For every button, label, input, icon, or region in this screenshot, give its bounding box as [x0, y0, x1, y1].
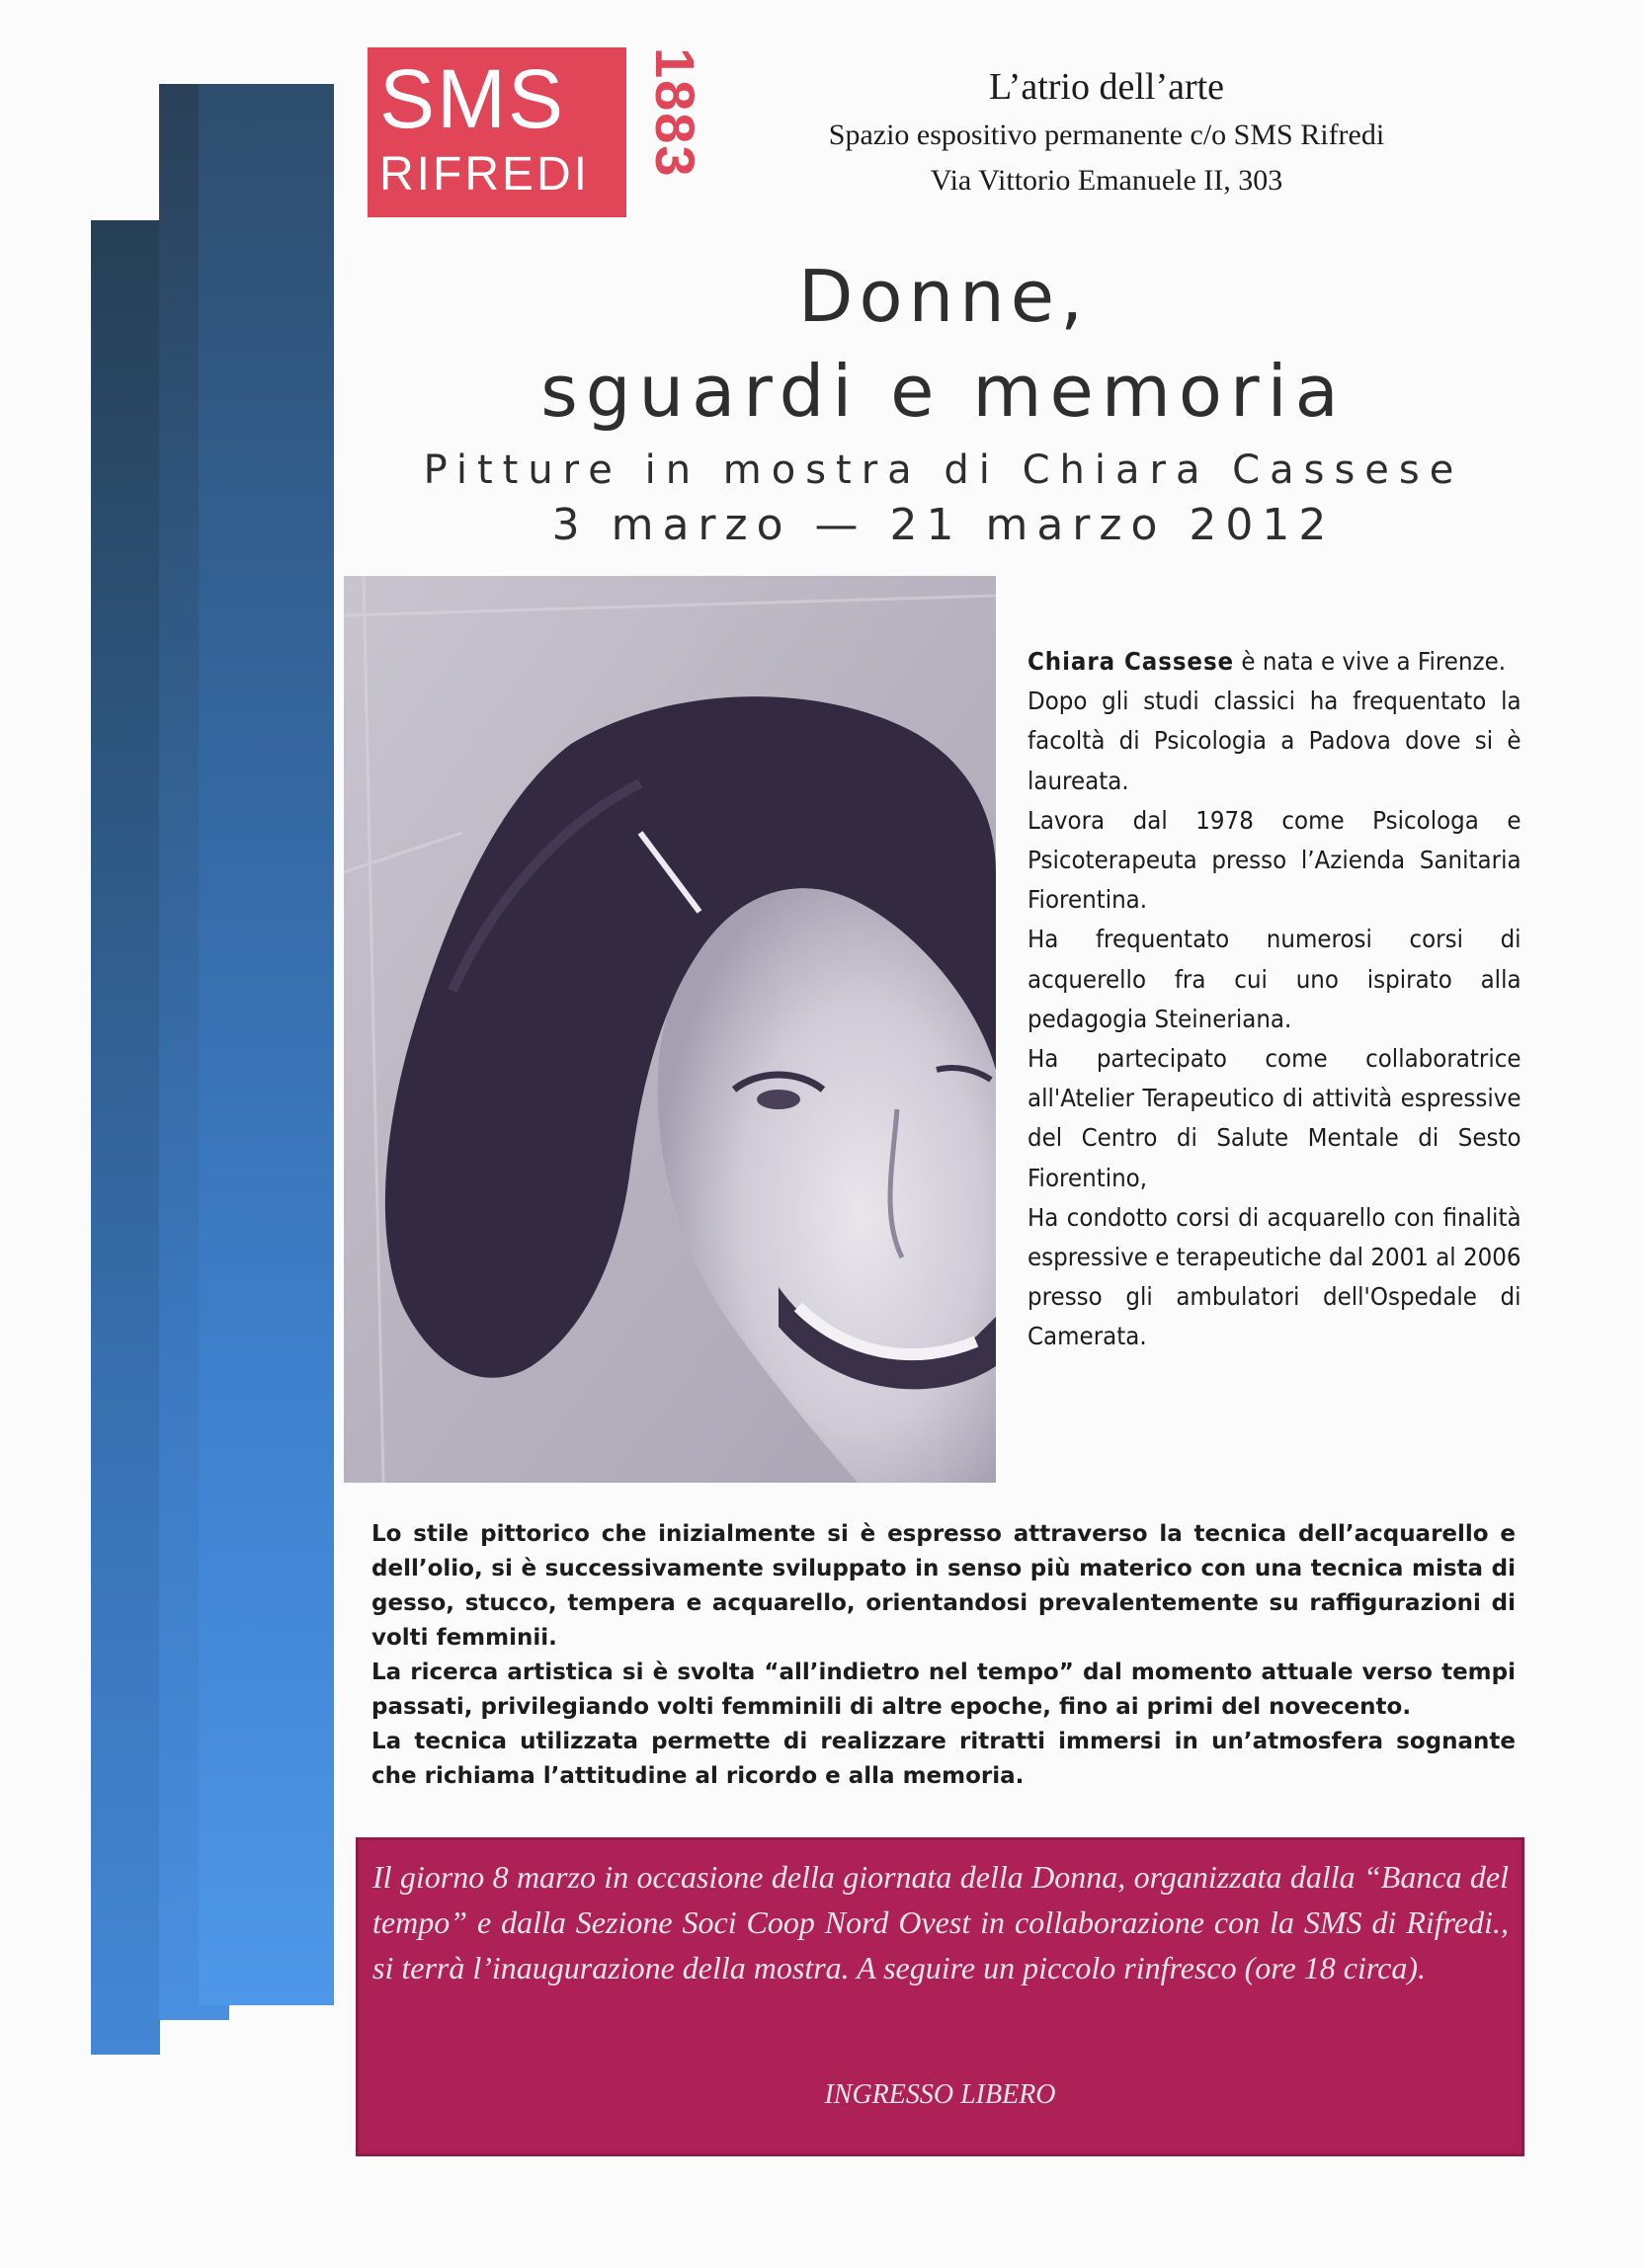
artist-name: Chiara Cassese [1028, 647, 1235, 676]
decorative-bar-notch [229, 2005, 338, 2035]
exhibition-dates: 3 marzo — 21 marzo 2012 [551, 500, 1336, 550]
style-description [371, 1517, 1516, 1794]
bio-paragraph-4: Ha frequentato numerosi corsi di acquerello fra cui uno ispirato alla pedagogia Steineriana. [1028, 925, 1521, 1033]
venue-description: Spazio espositivo permanente c/o SMS Rifredi [828, 119, 1385, 151]
style-paragraph-1: Lo stile pittorico che inizialmente si è espresso attraverso la tecnica dell’acquarello e dell’olio, si è successivamente sviluppato in senso più materico con una tecnica mista di gesso, stucco, tempera e acquarello, orientandosi prevalentemente su raffigurazioni di volti femminii. [371, 1521, 1516, 1651]
venue-header [751, 61, 1462, 203]
bio-paragraph-1: Chiara Cassese è nata e vive a Firenze. [1028, 647, 1507, 676]
bio-paragraph-5: Ha partecipato come collaboratrice all'Atelier Terapeutico di attività espressive del Centro di Salute Mentale di Sesto Fiorentino, [1028, 1044, 1521, 1192]
portrait-painting [344, 576, 996, 1483]
style-paragraph-2: La ricerca artistica si è svolta “all’indietro nel tempo” dal momento attuale verso tempi passati, privilegiando volti femminili di altre epoche, fino ai primi del novecento. [371, 1660, 1516, 1720]
logo-year: 1883 [644, 47, 706, 179]
exhibition-title-block [336, 249, 1551, 553]
bio-paragraph-2: Dopo gli studi classici ha frequentato la facoltà di Psicologia a Padova dove si è laureata. [1028, 687, 1521, 795]
logo-rifredi-text: RIFREDI [379, 148, 590, 201]
exhibition-title-line2: sguardi e memoria [540, 350, 1347, 433]
artist-bio [1028, 642, 1521, 1357]
logo-sms-text: SMS [379, 52, 566, 145]
bio-paragraph-6: Ha condotto corsi di acquarello con finalità espressive e terapeutiche dal 2001 al 2006 presso gli ambulatori dell'Ospedale di Camerata. [1028, 1202, 1521, 1351]
venue-address: Via Vittorio Emanuele II, 303 [930, 164, 1283, 197]
style-paragraph-3: La tecnica utilizzata permette di realizzare ritratti immersi in un’atmosfera sognante che richiama l’attitudine al ricordo e alla memoria. [371, 1729, 1516, 1789]
bio-paragraph-3: Lavora dal 1978 come Psicologa e Psicoterapeuta presso l’Azienda Sanitaria Fiorentina. [1028, 805, 1521, 915]
event-announcement-box [356, 1837, 1524, 2156]
decorative-bar-light [199, 84, 334, 2005]
exhibition-subtitle: Pitture in mostra di Chiara Cassese [423, 447, 1464, 493]
portrait-illustration [344, 576, 996, 1483]
free-entry-label: INGRESSO LIBERO [824, 2079, 1056, 2110]
sms-rifredi-logo [368, 47, 626, 217]
exhibition-title-line1: Donne, [798, 255, 1089, 338]
event-announcement-text: Il giorno 8 marzo in occasione della giornata della Donna, organizzata dalla “Banca del tempo” e dalla Sezione Soci Coop Nord Ovest in collaborazione con la SMS di Rifredi., si terrà l’inaugurazione della mostra. A seguire un piccolo rinfresco (ore 18 circa). [372, 1859, 1509, 1985]
venue-title: L’atrio dell’arte [988, 66, 1225, 108]
decorative-bar-dark [91, 220, 160, 2055]
